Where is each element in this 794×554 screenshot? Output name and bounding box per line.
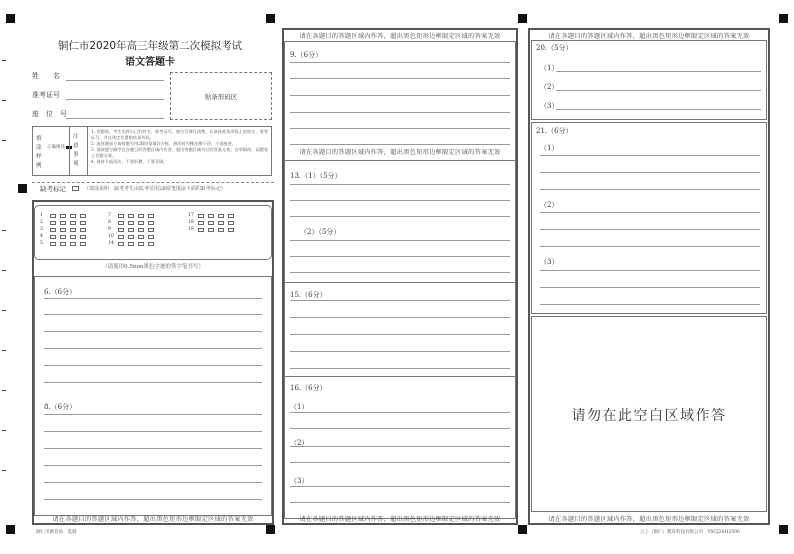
omr-option-box[interactable]	[138, 228, 144, 232]
answer-line[interactable]	[290, 95, 510, 96]
answer-line[interactable]	[290, 240, 510, 241]
answer-line[interactable]	[44, 448, 262, 449]
answer-line[interactable]	[44, 482, 262, 483]
answer-line[interactable]	[290, 334, 510, 335]
timing-mark	[266, 14, 275, 23]
omr-option-box[interactable]	[80, 228, 86, 232]
omr-option-box[interactable]	[198, 214, 204, 218]
question-16-label: 16.（6分）	[290, 384, 327, 392]
pen-note: （请使用0.5mm黑色字迹的签字笔书写）	[102, 264, 204, 270]
omr-option-box[interactable]	[118, 214, 124, 218]
omr-option-box[interactable]	[80, 214, 86, 218]
question-21-2-label: （2）	[540, 201, 559, 209]
omr-option-box[interactable]	[80, 221, 86, 225]
answer-line[interactable]	[44, 499, 262, 500]
question-20-label: 20.（5分）	[536, 44, 573, 52]
notes-list	[91, 129, 269, 165]
note-item: 2. 选择题部分请按题号用2B铅笔填涂方框，修改时用橡皮擦干净，不留痕迹。	[91, 141, 237, 146]
answer-line[interactable]	[556, 71, 761, 72]
exam-title: 铜仁市2020年高三年级第二次模拟考试	[57, 40, 243, 52]
omr-option-box[interactable]	[70, 235, 76, 239]
omr-option-box[interactable]	[128, 228, 134, 232]
question-6-label: 6.（6分）	[44, 288, 77, 296]
name-label: 姓 名	[32, 72, 60, 80]
omr-option-box[interactable]	[128, 214, 134, 218]
answer-line[interactable]	[290, 184, 510, 185]
question-16-3-label: （3）	[290, 477, 309, 485]
omr-question-number: 4	[40, 234, 43, 239]
question-20-2-label: （2）	[540, 83, 559, 91]
answer-line[interactable]	[44, 382, 262, 383]
omr-option-box[interactable]	[228, 214, 234, 218]
answer-line[interactable]	[290, 462, 510, 463]
question-15-label: 15.（6分）	[290, 291, 327, 299]
barcode-area	[170, 72, 272, 120]
omr-option-box[interactable]	[70, 242, 76, 246]
omr-option-box[interactable]	[208, 221, 214, 225]
answer-line[interactable]	[540, 189, 760, 190]
omr-option-box[interactable]	[80, 242, 86, 246]
answer-line[interactable]	[44, 431, 262, 432]
question-21-1-label: （1）	[540, 144, 559, 152]
timing-mark	[6, 525, 15, 534]
answer-line[interactable]	[540, 172, 760, 173]
question-13-1-label: 13.（1）（5分）	[290, 172, 342, 180]
answer-line[interactable]	[290, 446, 510, 447]
answer-line[interactable]	[44, 365, 262, 366]
answer-line[interactable]	[290, 368, 510, 369]
omr-option-box[interactable]	[70, 214, 76, 218]
boundary-warning: 请在各题目的答题区域内作答，超出黑色矩形边框限定区域的答案无效	[299, 516, 501, 523]
omr-question-number: 2	[40, 220, 43, 225]
omr-option-box[interactable]	[148, 228, 154, 232]
answer-line[interactable]	[290, 128, 510, 129]
omr-question-number: 1	[40, 213, 43, 218]
admission-number-field[interactable]	[66, 99, 164, 100]
question-21-3-label: （3）	[540, 258, 559, 266]
omr-question-number: 9	[108, 227, 111, 232]
exam-subtitle: 语文答题卡	[125, 57, 175, 68]
omr-option-box[interactable]	[148, 221, 154, 225]
omr-option-box[interactable]	[228, 221, 234, 225]
omr-option-box[interactable]	[148, 235, 154, 239]
omr-option-box[interactable]	[118, 242, 124, 246]
omr-question-number: 19	[188, 227, 194, 232]
omr-question-number: 7	[108, 213, 111, 218]
omr-option-box[interactable]	[208, 214, 214, 218]
answer-line[interactable]	[44, 298, 262, 299]
timing-mark	[779, 525, 788, 534]
seat-number-label: 座 位 号	[32, 110, 67, 118]
omr-option-box[interactable]	[208, 228, 214, 232]
answer-line[interactable]	[540, 155, 760, 156]
answer-line[interactable]	[290, 144, 510, 145]
omr-option-box[interactable]	[128, 242, 134, 246]
answer-line[interactable]	[44, 331, 262, 332]
omr-question-number: 5	[40, 241, 43, 246]
answer-line[interactable]	[290, 486, 510, 487]
omr-option-box[interactable]	[70, 221, 76, 225]
footer-left: 铜仁市教育局 监制	[36, 530, 77, 535]
question-13-2-label: （2）（5分）	[300, 228, 341, 236]
barcode-area-label: 贴条形码区	[204, 93, 238, 101]
omr-option-box[interactable]	[50, 214, 56, 218]
answer-line[interactable]	[290, 200, 510, 201]
notes-label: 注意事项	[73, 134, 79, 167]
answer-line[interactable]	[44, 314, 262, 315]
answer-line[interactable]	[290, 62, 510, 63]
omr-option-box[interactable]	[218, 221, 224, 225]
omr-option-box[interactable]	[118, 221, 124, 225]
question-8-label: 8.（6分）	[44, 403, 77, 411]
question-21-box	[531, 122, 767, 314]
answer-line[interactable]	[540, 270, 760, 271]
omr-option-box[interactable]	[128, 235, 134, 239]
answer-line[interactable]	[290, 412, 510, 413]
essay-box-6-8	[34, 276, 272, 516]
omr-option-box[interactable]	[118, 235, 124, 239]
boundary-warning: 请在各题目的答题区域内作答，超出黑色矩形边框限定区域的答案无效	[299, 149, 501, 156]
omr-option-box[interactable]	[70, 228, 76, 232]
answer-line[interactable]	[290, 300, 510, 301]
omr-question-number: 3	[40, 227, 43, 232]
boundary-warning: 请在各题目的答题区域内作答，超出黑色矩形边框限定区域的答案无效	[299, 33, 501, 40]
omr-option-box[interactable]	[218, 214, 224, 218]
seat-number-field[interactable]	[66, 118, 164, 119]
omr-option-box[interactable]	[198, 221, 204, 225]
boundary-warning: 请在各题目的答题区域内作答，超出黑色矩形边框限定区域的答案无效	[548, 516, 750, 523]
omr-option-box[interactable]	[60, 242, 66, 246]
omr-option-box[interactable]	[60, 214, 66, 218]
omr-option-box[interactable]	[198, 228, 204, 232]
answer-line[interactable]	[290, 351, 510, 352]
answer-line[interactable]	[44, 414, 262, 415]
timing-mark	[6, 14, 15, 23]
answer-line[interactable]	[540, 287, 760, 288]
question-20-3-label: （3）	[540, 102, 559, 110]
question-20-1-label: （1）	[540, 64, 559, 72]
question-21-label: 21.（6分）	[536, 127, 573, 135]
omr-option-box[interactable]	[138, 214, 144, 218]
omr-option-box[interactable]	[128, 221, 134, 225]
omr-option-box[interactable]	[50, 235, 56, 239]
answer-line[interactable]	[540, 212, 760, 213]
omr-option-box[interactable]	[50, 221, 56, 225]
answer-line[interactable]	[290, 216, 510, 217]
timing-mark	[18, 184, 27, 193]
answer-line[interactable]	[556, 109, 761, 110]
omr-question-number: 17	[188, 213, 194, 218]
answer-line[interactable]	[540, 304, 760, 305]
timing-mark	[518, 14, 527, 23]
question-16-1-label: （1）	[290, 403, 309, 411]
omr-option-box[interactable]	[138, 221, 144, 225]
omr-option-box[interactable]	[218, 228, 224, 232]
timing-mark	[266, 525, 275, 534]
note-item: 4. 保持卡面清洁，不要折叠、不要弄破。	[91, 159, 168, 164]
answer-line[interactable]	[556, 90, 761, 91]
note-item: 3. 请按题号顺序在各题目的答题区域内作答，超出答题区域书写的答案无效；在草稿纸、试题卷上答题无效。	[91, 147, 269, 158]
omr-question-number: 18	[188, 220, 194, 225]
omr-option-box[interactable]	[60, 221, 66, 225]
omr-option-box[interactable]	[228, 228, 234, 232]
answer-line[interactable]	[290, 272, 510, 273]
answer-line[interactable]	[290, 428, 510, 429]
footer-right: 云上（铜仁）教育科技有限公司 YSCJ20H3590	[640, 530, 740, 535]
omr-question-number: 10	[108, 234, 114, 239]
name-field[interactable]	[66, 80, 164, 81]
fill-sample-label: 填涂样例	[36, 136, 42, 169]
question-16-2-label: （2）	[290, 439, 309, 447]
boundary-warning: 请在各题目的答题区域内作答，超出黑色矩形边框限定区域的答案无效	[548, 33, 750, 40]
timing-mark	[518, 525, 527, 534]
note-item: 1. 答题前，考生先将自己的姓名、准考证号、座位号填写清楚，认真核准条形码上的姓名、准考证号，并在规定位置粘贴条形码。	[91, 129, 269, 140]
answer-line[interactable]	[44, 465, 262, 466]
boundary-warning: 请在各题目的答题区域内作答，超出黑色矩形边框限定区域的答案无效	[52, 516, 254, 523]
timing-mark	[779, 14, 788, 23]
answer-line[interactable]	[290, 112, 510, 113]
omr-option-box[interactable]	[50, 242, 56, 246]
absent-mark-label: 缺考标记	[40, 185, 66, 193]
answer-line[interactable]	[290, 78, 510, 79]
answer-line[interactable]	[290, 317, 510, 318]
omr-option-box[interactable]	[60, 228, 66, 232]
instructions-box	[32, 126, 272, 176]
omr-option-box[interactable]	[148, 242, 154, 246]
correct-fill-label: 正确填涂	[47, 145, 65, 150]
omr-option-box[interactable]	[118, 228, 124, 232]
answer-line[interactable]	[540, 229, 760, 230]
omr-option-box[interactable]	[148, 214, 154, 218]
answer-line[interactable]	[540, 246, 760, 247]
omr-question-number: 14	[108, 241, 114, 246]
admission-number-label: 准考证号	[32, 91, 60, 99]
no-answer-zone-text: 请勿在此空白区域作答	[571, 408, 727, 424]
omr-option-box[interactable]	[138, 242, 144, 246]
answer-line[interactable]	[290, 256, 510, 257]
omr-option-box[interactable]	[138, 235, 144, 239]
absent-mark-note: （填涂说明：缺考考生由监考员用2B铅笔填涂下面的缺考标记）	[84, 186, 226, 192]
omr-question-number: 8	[108, 220, 111, 225]
absent-mark-box[interactable]	[72, 186, 79, 191]
answer-line[interactable]	[44, 348, 262, 349]
answer-line[interactable]	[290, 502, 510, 503]
omr-option-box[interactable]	[50, 228, 56, 232]
omr-option-box[interactable]	[60, 235, 66, 239]
omr-option-box[interactable]	[80, 235, 86, 239]
question-9-label: 9.（6分）	[290, 51, 323, 59]
